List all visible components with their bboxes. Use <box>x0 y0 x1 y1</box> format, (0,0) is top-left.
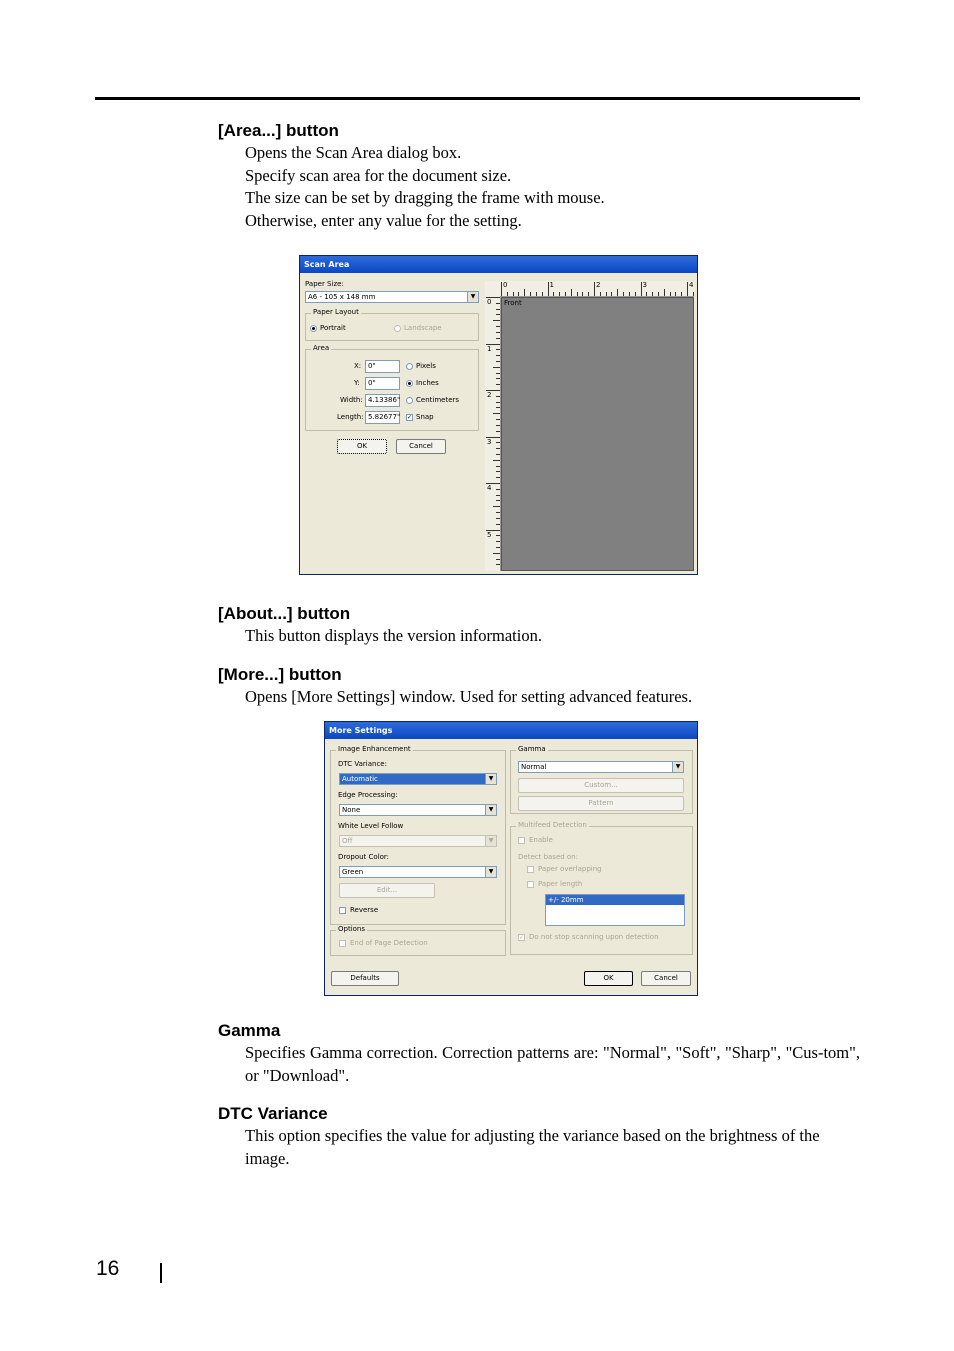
ruler-tick <box>496 547 500 548</box>
more-settings-title: More Settings <box>325 722 697 739</box>
multifeed-label: Multifeed Detection <box>518 821 587 829</box>
ruler-tick <box>629 292 630 296</box>
area-line: The size can be set by dragging the frame with mouse. <box>245 188 605 208</box>
custom-button[interactable]: Custom... <box>518 778 684 793</box>
ruler-tick <box>536 292 537 296</box>
area-description <box>245 142 860 233</box>
edge-label: Edge Processing: <box>338 791 398 799</box>
y-label: Y: <box>354 379 360 387</box>
ruler-tick <box>493 367 500 368</box>
paper-size-label: Paper Size: <box>305 280 344 288</box>
ruler-tick <box>496 564 500 565</box>
paper-length-checkbox[interactable] <box>527 881 534 888</box>
ruler-tick <box>594 282 595 296</box>
area-group-label: Area <box>313 344 330 352</box>
ruler-tick <box>493 320 500 321</box>
ruler-left-label: 4 <box>487 484 492 492</box>
do-not-stop-label: Do not stop scanning upon detection <box>529 933 659 941</box>
y-input[interactable]: 0" <box>365 377 400 390</box>
pixels-radio[interactable] <box>406 363 413 370</box>
dtc-text: This option specifies the value for adjusting the variance based on the brightness of the image. <box>245 1126 820 1168</box>
length-label: Length: <box>337 413 364 421</box>
chevron-down-icon: ▼ <box>467 292 478 302</box>
more-text: Opens [More Settings] window. Used for setting advanced features. <box>245 687 693 706</box>
chevron-down-icon: ▼ <box>485 836 496 846</box>
ruler-tick <box>496 512 500 513</box>
dtc-select[interactable] <box>339 773 497 785</box>
inches-label: Inches <box>416 379 439 387</box>
ruler-tick <box>577 292 578 296</box>
x-input[interactable]: 0" <box>365 360 400 373</box>
ruler-tick <box>486 297 500 298</box>
do-not-stop-checkbox[interactable]: ✓ <box>519 934 525 941</box>
ruler-tick <box>496 477 500 478</box>
ruler-tick <box>496 338 500 339</box>
ruler-tick <box>496 500 500 501</box>
paper-size-select[interactable] <box>305 291 479 303</box>
image-enhancement-label: Image Enhancement <box>338 745 411 753</box>
ruler-tick <box>496 396 500 397</box>
ruler-tick <box>493 506 500 507</box>
ruler-tick <box>548 282 549 296</box>
detect-based-label: Detect based on: <box>518 853 578 861</box>
scan-preview-frame[interactable] <box>501 297 694 571</box>
ruler-tick <box>496 442 500 443</box>
ruler-tick <box>635 292 636 296</box>
end-of-page-label: End of Page Detection <box>350 939 428 947</box>
landscape-radio[interactable] <box>394 325 401 332</box>
ruler-tick <box>693 292 694 296</box>
ruler-tick <box>496 326 500 327</box>
ruler-tick <box>493 413 500 414</box>
ruler-tick <box>617 289 618 296</box>
gamma-select[interactable] <box>518 761 684 773</box>
ruler-tick <box>496 349 500 350</box>
ruler-left-label: 3 <box>487 437 492 446</box>
ruler-tick <box>606 292 607 296</box>
inches-radio[interactable] <box>406 380 413 387</box>
ruler-tick <box>496 425 500 426</box>
ruler-tick <box>687 282 688 296</box>
area-line: Otherwise, enter any value for the setting. <box>245 211 522 231</box>
ruler-tick <box>530 292 531 296</box>
width-input[interactable]: 4.13386" <box>365 394 400 407</box>
ruler-tick <box>501 282 502 296</box>
x-label: X: <box>354 362 362 370</box>
snap-label: Snap <box>416 413 434 421</box>
options-group <box>330 925 506 956</box>
ruler-tick <box>664 289 665 296</box>
edge-value: None <box>342 806 361 814</box>
scan-area-title: Scan Area <box>300 256 697 273</box>
ruler-left-label: 2 <box>487 391 492 399</box>
reverse-label: Reverse <box>350 906 379 914</box>
ruler-tick <box>658 292 659 296</box>
multifeed-group <box>510 821 693 955</box>
paper-overlapping-label: Paper overlapping <box>538 865 602 873</box>
edge-select[interactable] <box>339 804 497 816</box>
cancel-button[interactable]: Cancel <box>396 439 446 454</box>
ruler-tick <box>670 292 671 296</box>
ruler-tick <box>496 309 500 310</box>
gamma-value: Normal <box>521 763 547 771</box>
ruler-tick <box>493 460 500 461</box>
front-label: Front <box>504 299 522 307</box>
dropout-value: Green <box>342 868 364 876</box>
ruler-tick <box>582 292 583 296</box>
ruler-tick <box>524 289 525 296</box>
centimeters-label: Centimeters <box>416 396 460 404</box>
ruler-tick <box>496 454 500 455</box>
ruler-tick <box>496 384 500 385</box>
more-heading: [More...] button <box>218 665 342 684</box>
ruler-tick <box>496 303 500 304</box>
white-level-label: White Level Follow <box>338 822 404 830</box>
ruler-tick <box>675 292 676 296</box>
ruler-tick <box>496 471 500 472</box>
ruler-tick <box>486 530 500 531</box>
ruler-tick <box>641 282 642 296</box>
ruler-tick <box>513 292 514 296</box>
ruler-tick <box>496 402 500 403</box>
ruler-tick <box>496 535 500 536</box>
chevron-down-icon: ▼ <box>485 774 496 784</box>
ruler-tick <box>493 553 500 554</box>
landscape-label: Landscape <box>404 324 442 332</box>
ruler-tick <box>496 332 500 333</box>
ruler-tick <box>496 378 500 379</box>
ruler-tick <box>507 292 508 296</box>
ruler-tick <box>486 437 500 438</box>
ruler-tick <box>496 407 500 408</box>
ruler-tick <box>496 448 500 449</box>
tolerance-list[interactable] <box>545 894 685 926</box>
chevron-down-icon: ▼ <box>485 867 496 877</box>
scan-area-dialog <box>299 255 698 575</box>
paper-layout-label: Paper Layout <box>313 308 359 316</box>
tolerance-item[interactable]: +/- 20mm <box>546 895 684 905</box>
image-enhancement-group <box>330 745 506 925</box>
ruler-left-label: 1 <box>487 344 492 353</box>
ruler-tick <box>518 292 519 296</box>
ruler-top-label: 2 <box>596 281 601 289</box>
dropout-select[interactable] <box>339 866 497 878</box>
top-rule <box>95 97 860 100</box>
ruler-tick <box>571 289 572 296</box>
dropout-label: Dropout Color: <box>338 853 390 861</box>
ruler-tick <box>496 495 500 496</box>
ruler-tick <box>496 524 500 525</box>
reverse-checkbox[interactable] <box>339 907 346 914</box>
paper-layout-group <box>305 308 479 341</box>
ruler-tick <box>486 390 500 391</box>
area-heading: [Area...] button <box>218 121 339 140</box>
ruler-tick <box>496 419 500 420</box>
ruler-tick <box>542 292 543 296</box>
ruler-top-label: 0 <box>503 281 508 289</box>
defaults-button[interactable]: Defaults <box>331 971 399 986</box>
paper-size-value: A6 - 105 x 148 mm <box>308 293 376 301</box>
ruler-tick <box>496 431 500 432</box>
cancel-button[interactable]: Cancel <box>641 971 691 986</box>
options-label: Options <box>338 925 366 933</box>
ruler-tick <box>496 466 500 467</box>
chevron-down-icon: ▼ <box>485 805 496 815</box>
ruler-top <box>485 281 694 297</box>
ruler-left-label: 0 <box>487 298 492 306</box>
ruler-tick <box>496 541 500 542</box>
paper-overlapping-checkbox[interactable] <box>527 866 534 873</box>
ruler-tick <box>652 292 653 296</box>
portrait-label: Portrait <box>320 324 346 332</box>
paper-length-label: Paper length <box>538 880 583 888</box>
centimeters-radio[interactable] <box>406 397 413 404</box>
ruler-tick <box>496 355 500 356</box>
ruler-tick <box>496 518 500 519</box>
ruler-tick <box>600 292 601 296</box>
about-heading: [About...] button <box>218 604 351 623</box>
ruler-top-label: 3 <box>642 281 647 289</box>
width-label: Width: <box>340 396 363 404</box>
white-level-value: Off <box>342 837 353 845</box>
white-level-select[interactable] <box>339 835 497 847</box>
more-settings-dialog <box>324 721 698 996</box>
area-line: Opens the Scan Area dialog box. <box>245 143 462 162</box>
ruler-tick <box>646 292 647 296</box>
portrait-radio[interactable] <box>310 325 317 332</box>
ruler-tick <box>496 373 500 374</box>
snap-checkbox[interactable]: ✓ <box>407 414 413 421</box>
ruler-tick <box>681 292 682 296</box>
ruler-tick <box>623 292 624 296</box>
edit-button[interactable]: Edit... <box>339 883 435 898</box>
gamma-group-label: Gamma <box>518 745 546 753</box>
ruler-tick <box>559 292 560 296</box>
page-number-divider <box>160 1263 162 1283</box>
pattern-button[interactable]: Pattern <box>518 796 684 811</box>
ruler-tick <box>486 344 500 345</box>
about-text: This button displays the version information. <box>245 626 542 645</box>
ruler-top-label: 4 <box>689 281 694 289</box>
pixels-label: Pixels <box>416 362 436 370</box>
ok-button[interactable]: OK <box>584 971 633 986</box>
ruler-tick <box>496 361 500 362</box>
ruler-tick <box>611 292 612 296</box>
dtc-label: DTC Variance: <box>338 760 387 768</box>
chevron-down-icon: ▼ <box>672 762 683 772</box>
ruler-left-label: 5 <box>487 530 492 539</box>
ruler-top-label: 1 <box>549 281 554 289</box>
enable-checkbox[interactable] <box>518 837 525 844</box>
gamma-group <box>510 745 693 814</box>
ok-button[interactable]: OK <box>337 439 387 454</box>
ruler-tick <box>496 559 500 560</box>
ruler-tick <box>496 489 500 490</box>
ruler-tick <box>496 314 500 315</box>
area-group <box>305 344 479 431</box>
ruler-tick <box>553 292 554 296</box>
page-number: 16 <box>96 1257 120 1280</box>
gamma-heading: Gamma <box>218 1021 281 1040</box>
end-of-page-checkbox[interactable] <box>339 940 346 947</box>
ruler-tick <box>588 292 589 296</box>
area-line: Specify scan area for the document size. <box>245 165 512 185</box>
ruler-tick <box>565 292 566 296</box>
length-input[interactable]: 5.82677" <box>365 411 400 424</box>
enable-label: Enable <box>529 836 553 844</box>
dtc-heading: DTC Variance <box>218 1104 328 1123</box>
ruler-tick <box>486 483 500 484</box>
gamma-text: Specifies Gamma correction. Correction patterns are: "Normal", "Soft", "Sharp", "Cus-tom", or "Download". <box>245 1043 860 1085</box>
dtc-value: Automatic <box>342 775 378 783</box>
